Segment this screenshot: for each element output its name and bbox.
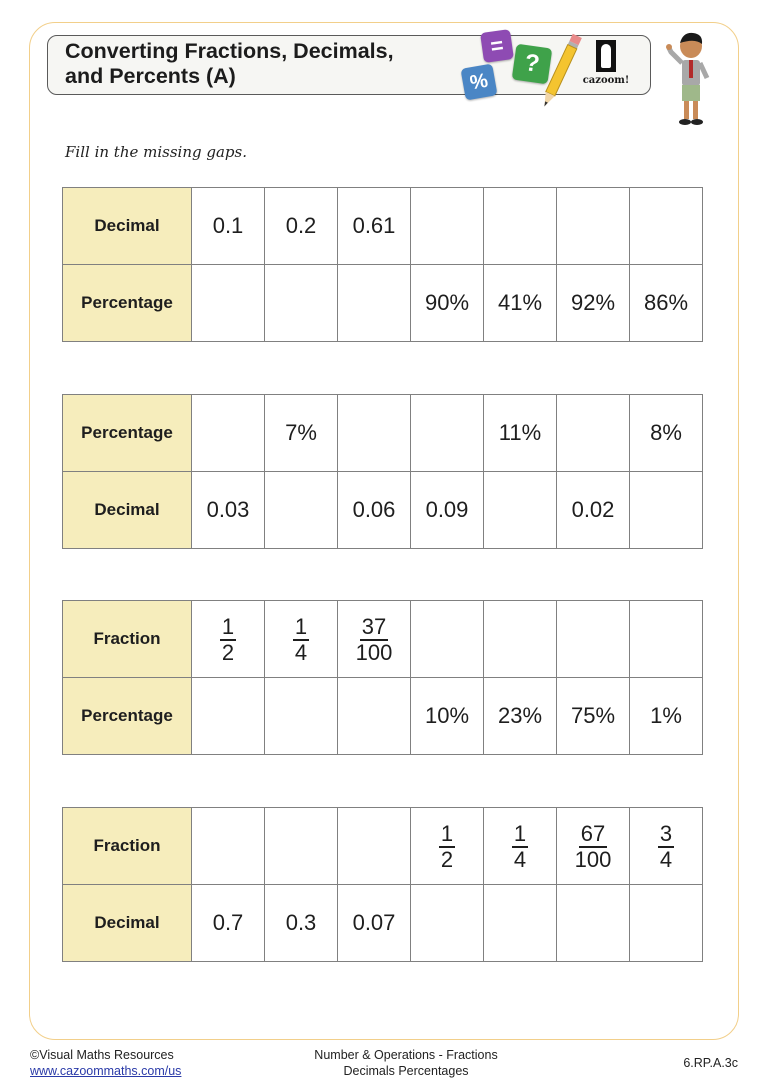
title-line-2: and Percents (A) [65,64,236,88]
cell-input[interactable] [192,265,265,342]
footer-left [30,1047,181,1079]
cell-fraction[interactable] [557,808,630,885]
cartoon-boy-icon [665,30,717,128]
numerator: 1 [294,613,308,639]
denominator: 2 [440,846,454,872]
cell-input[interactable]: 41% [484,265,557,342]
cell-input[interactable] [411,885,484,962]
cazoom-cup-icon [596,40,616,72]
cell-input[interactable] [484,188,557,265]
cell-input[interactable]: 23% [484,678,557,755]
numerator: 1 [513,820,527,846]
table-row [63,808,703,885]
cell-input[interactable]: 0.09 [411,472,484,549]
cell-fraction[interactable] [484,808,557,885]
row-label: Fraction [63,808,192,885]
cell-input[interactable] [265,472,338,549]
cell-input[interactable]: 92% [557,265,630,342]
numerator: 1 [440,820,454,846]
row-label: Decimal [63,885,192,962]
denominator: 100 [574,846,612,872]
row-label: Decimal [63,472,192,549]
fraction [658,822,674,872]
cell-input[interactable] [557,395,630,472]
cell-input[interactable] [411,395,484,472]
cell-input[interactable] [338,678,411,755]
conversion-table-2 [62,394,703,549]
cell-input[interactable] [265,678,338,755]
standard-code: 6.RP.A.3c [683,1056,738,1070]
fraction [439,822,455,872]
cell-input[interactable]: 0.02 [557,472,630,549]
cell-input[interactable] [192,395,265,472]
table-row [63,395,703,472]
copyright-text: ©Visual Maths Resources [30,1048,174,1062]
cell-input[interactable] [484,601,557,678]
conversion-table-1 [62,187,703,342]
table-row [63,601,703,678]
table-row [63,472,703,549]
cell-input[interactable]: 0.03 [192,472,265,549]
fraction [293,615,309,665]
title-line-1: Converting Fractions, Decimals, [65,39,394,63]
cell-input[interactable]: 10% [411,678,484,755]
cell-input[interactable] [630,472,703,549]
equals-icon: = [480,29,514,63]
denominator: 4 [513,846,527,872]
conversion-table-4 [62,807,703,962]
denominator: 4 [659,846,673,872]
denominator: 100 [355,639,393,665]
cell-input[interactable] [630,885,703,962]
cell-input[interactable]: 0.61 [338,188,411,265]
cell-fraction[interactable] [411,808,484,885]
cell-input[interactable]: 0.2 [265,188,338,265]
conversion-table-3 [62,600,703,755]
table-row [63,678,703,755]
row-label: Percentage [63,395,192,472]
cell-input[interactable]: 0.06 [338,472,411,549]
cell-input[interactable] [557,188,630,265]
numerator: 3 [659,820,673,846]
cell-input[interactable]: 86% [630,265,703,342]
cell-input[interactable] [411,601,484,678]
cell-input[interactable]: 8% [630,395,703,472]
cell-input[interactable]: 0.3 [265,885,338,962]
cell-input[interactable]: 90% [411,265,484,342]
cell-input[interactable] [338,808,411,885]
fraction [512,822,528,872]
numerator: 67 [580,820,606,846]
cell-input[interactable] [192,808,265,885]
cell-fraction[interactable] [192,601,265,678]
cell-input[interactable]: 1% [630,678,703,755]
table-row [63,265,703,342]
worksheet-title [65,39,394,89]
logo-text: cazoom! [582,75,630,86]
cell-input[interactable]: 0.7 [192,885,265,962]
cell-input[interactable]: 0.07 [338,885,411,962]
cell-input[interactable] [630,601,703,678]
cell-fraction[interactable] [265,601,338,678]
row-label: Decimal [63,188,192,265]
cell-input[interactable] [265,808,338,885]
decorative-tiles [460,28,590,118]
topic-line-2: Decimals Percentages [343,1064,469,1078]
cazoom-logo [576,40,636,92]
cell-input[interactable] [338,395,411,472]
cell-input[interactable] [338,265,411,342]
cell-input[interactable] [484,885,557,962]
denominator: 4 [294,639,308,665]
cell-input[interactable] [411,188,484,265]
question-icon: ? [512,44,553,85]
cell-fraction[interactable] [338,601,411,678]
instruction-text: Fill in the missing gaps. [65,143,247,161]
numerator: 37 [361,613,387,639]
cell-input[interactable]: 0.1 [192,188,265,265]
topic-line-1: Number & Operations - Fractions [314,1048,498,1062]
cell-input[interactable] [557,601,630,678]
table-row [63,885,703,962]
table-row [63,188,703,265]
fraction [220,615,236,665]
cell-input[interactable]: 75% [557,678,630,755]
website-link[interactable]: www.cazoommaths.com/us [30,1064,182,1078]
cell-input[interactable] [192,678,265,755]
cell-input[interactable]: 11% [484,395,557,472]
cell-input[interactable] [265,265,338,342]
row-label: Percentage [63,678,192,755]
row-label: Fraction [63,601,192,678]
cell-fraction[interactable] [630,808,703,885]
row-label: Percentage [63,265,192,342]
fraction [356,615,393,665]
percent-icon: % [460,63,497,100]
cell-input[interactable] [557,885,630,962]
footer-topic [250,1047,562,1079]
cell-input[interactable] [484,472,557,549]
denominator: 2 [221,639,235,665]
numerator: 1 [221,613,235,639]
cell-input[interactable]: 7% [265,395,338,472]
cell-input[interactable] [630,188,703,265]
fraction [575,822,612,872]
